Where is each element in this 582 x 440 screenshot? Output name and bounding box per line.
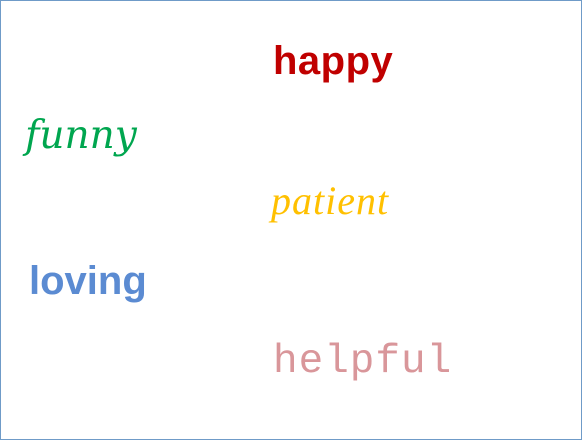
word-helpful: helpful xyxy=(273,339,453,385)
word-loving: loving xyxy=(29,259,147,303)
word-patient: patient xyxy=(271,178,390,223)
word-happy: happy xyxy=(273,39,394,83)
word-funny: funny xyxy=(25,113,137,158)
